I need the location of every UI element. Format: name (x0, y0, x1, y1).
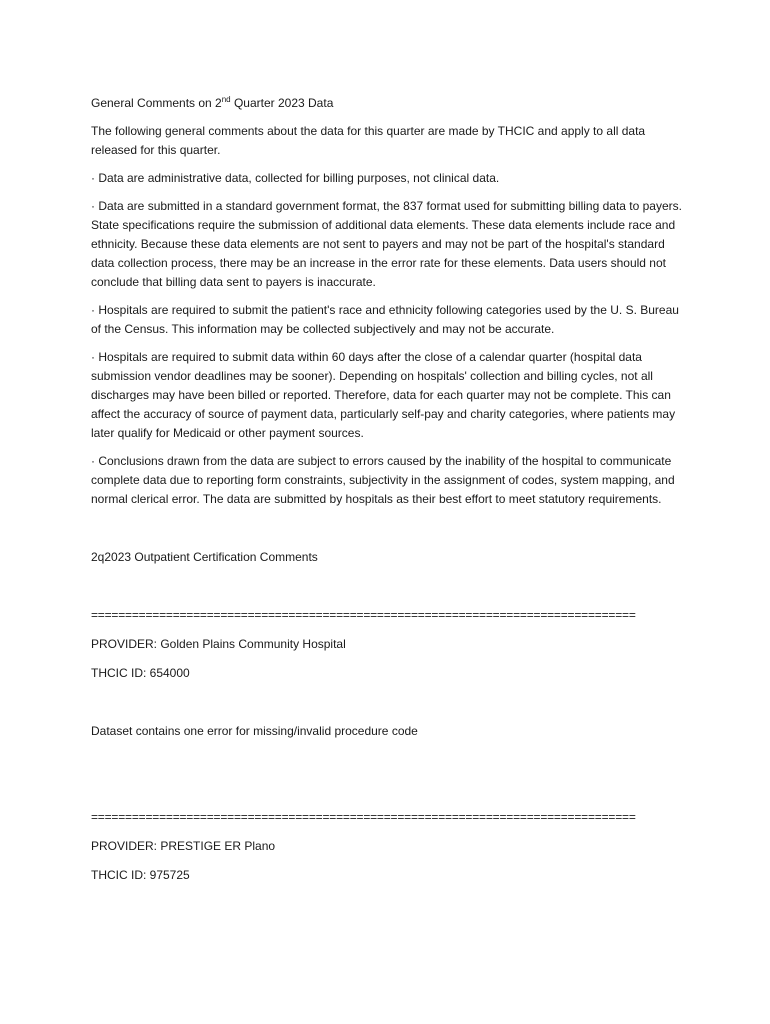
heading-prefix: General Comments on 2 (91, 96, 222, 110)
heading-superscript: nd (221, 95, 231, 104)
document-page (91, 94, 691, 885)
thcic-id: THCIC ID: 654000 (91, 666, 190, 680)
heading-suffix: Quarter 2023 Data (230, 96, 334, 110)
intro-paragraph: The following general comments about the data for this quarter are made by THCIC and apply to all data released for this quarter. (91, 124, 646, 157)
bullet-paragraph: · Hospitals are required to submit data within 60 days after the close of a calendar quarter (hospital data submission vendor deadlines may be sooner). Depending on hospitals' collection and billing cycles, not all discharges may have been billed or reported. Therefore, data for each quarter may not be complete. This can affect the accuracy of source of payment data, particularly self-pay and charity categories, where patients may later qualify for Medicaid or other payment sources. (91, 350, 676, 440)
provider-comment: Dataset contains one error for missing/invalid procedure code (91, 724, 418, 738)
separator-line: ================================================================================ (91, 608, 636, 622)
section-title: 2q2023 Outpatient Certification Comments (91, 550, 318, 564)
bullet-paragraph: · Data are administrative data, collected for billing purposes, not clinical data. (91, 171, 500, 185)
provider-name: PROVIDER: PRESTIGE ER Plano (91, 839, 276, 853)
bullet-paragraph: · Data are submitted in a standard government format, the 837 format used for submitting billing data to payers. State specifications require the submission of additional data elements. These data elements include race and ethnicity. Because these data elements are not sent to payers and may not be part of the hospital's standard data collection process, there may be an increase in the error rate for these elements. Data users should not conclude that billing data sent to payers is inaccurate. (91, 199, 682, 289)
thcic-id: THCIC ID: 975725 (91, 868, 190, 882)
page-heading (91, 94, 691, 113)
provider-name: PROVIDER: Golden Plains Community Hospital (91, 637, 346, 651)
separator-line: ================================================================================ (91, 810, 636, 824)
bullet-paragraph: · Conclusions drawn from the data are subject to errors caused by the inability of the hospital to communicate complete data due to reporting form constraints, subjectivity in the assignment of codes, system mapping, and normal clerical error. The data are submitted by hospitals as their best effort to meet statutory requirements. (91, 454, 675, 506)
bullet-paragraph: · Hospitals are required to submit the patient's race and ethnicity following categories used by the U. S. Bureau of the Census. This information may be collected subjectively and may not be accurate. (91, 303, 679, 336)
